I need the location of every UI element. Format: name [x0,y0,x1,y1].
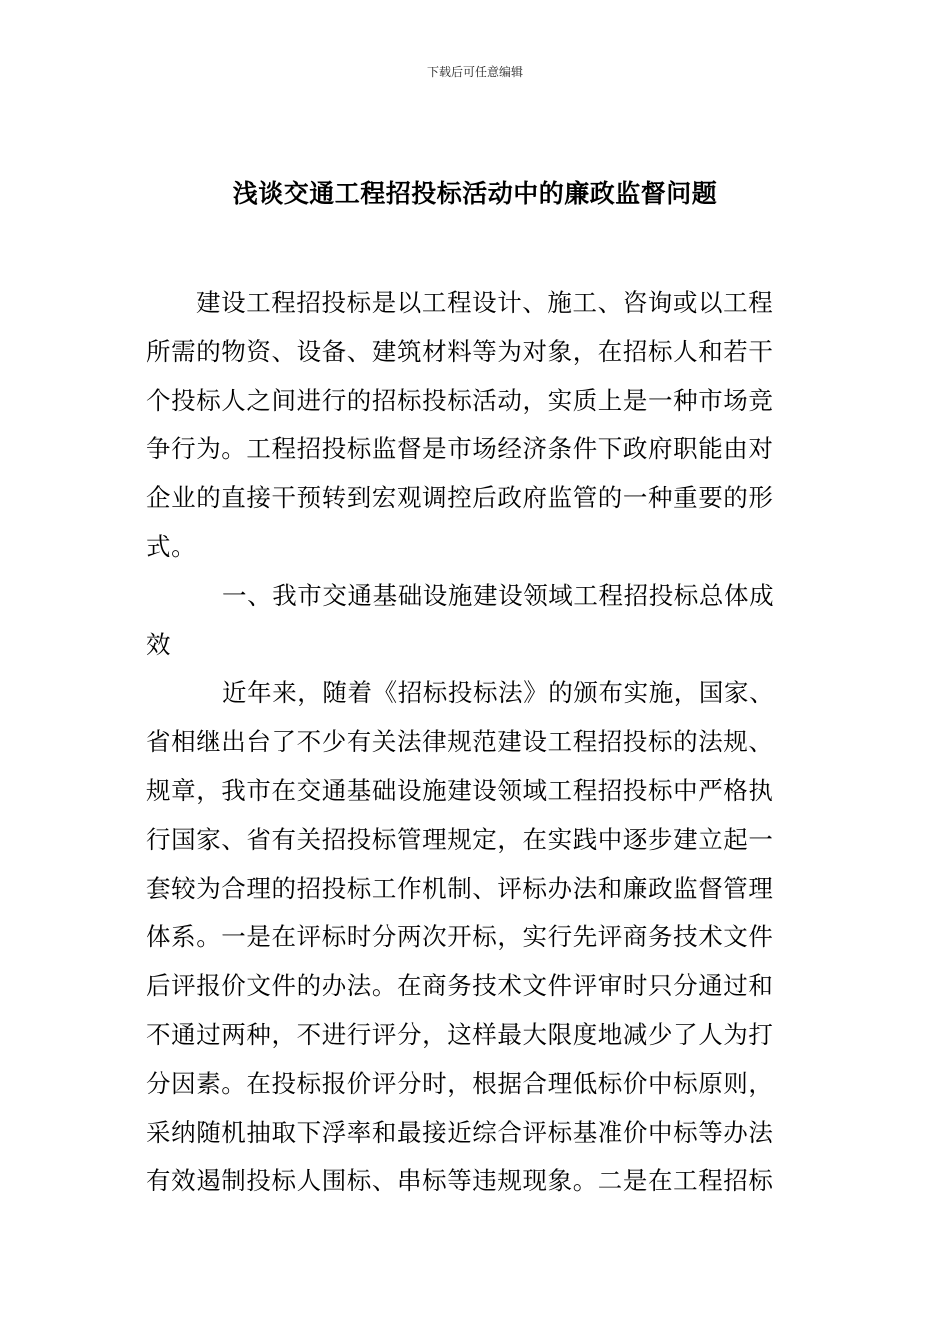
body-line: 个投标人之间进行的招标投标活动，实质上是一种市场竞 [146,385,774,415]
body-line: 企业的直接干预转到宏观调控后政府监管的一种重要的形 [146,483,774,513]
body-line: 后评报价文件的办法。在商务技术文件评审时只分通过和 [146,971,774,1001]
body-line: 套较为合理的招投标工作机制、评标办法和廉政监督管理 [146,873,774,903]
document-title: 浅谈交通工程招投标活动中的廉政监督问题 [232,179,718,208]
section-heading-line: 一、我市交通基础设施建设领域工程招投标总体成 [222,580,775,610]
body-line: 有效遏制投标人围标、串标等违规现象。二是在工程招标 [146,1166,774,1196]
header-note: 下载后可任意编辑 [426,65,523,79]
section-heading-line: 效 [146,629,172,659]
body-line: 不通过两种，不进行评分，这样最大限度地减少了人为打 [146,1019,774,1049]
body-line: 式。 [146,531,197,561]
body-line: 近年来，随着《招标投标法》的颁布实施，国家、 [222,678,775,708]
body-line: 体系。一是在评标时分两次开标，实行先评商务技术文件 [146,922,774,952]
body-line: 建设工程招投标是以工程设计、施工、咨询或以工程 [196,288,774,317]
body-line: 争行为。工程招投标监督是市场经济条件下政府职能由对 [146,434,774,464]
body-line: 所需的物资、设备、建筑材料等为对象，在招标人和若干 [146,336,774,366]
document-body [146,279,808,1206]
body-line: 规章，我市在交通基础设施建设领域工程招投标中严格执 [146,775,774,805]
body-line: 分因素。在投标报价评分时，根据合理低标价中标原则， [146,1068,774,1098]
body-line: 行国家、省有关招投标管理规定，在实践中逐步建立起一 [146,824,774,854]
body-line: 采纳随机抽取下浮率和最接近综合评标基准价中标等办法 [146,1117,774,1147]
body-line: 省相继出台了不少有关法律规范建设工程招投标的法规、 [146,727,774,757]
